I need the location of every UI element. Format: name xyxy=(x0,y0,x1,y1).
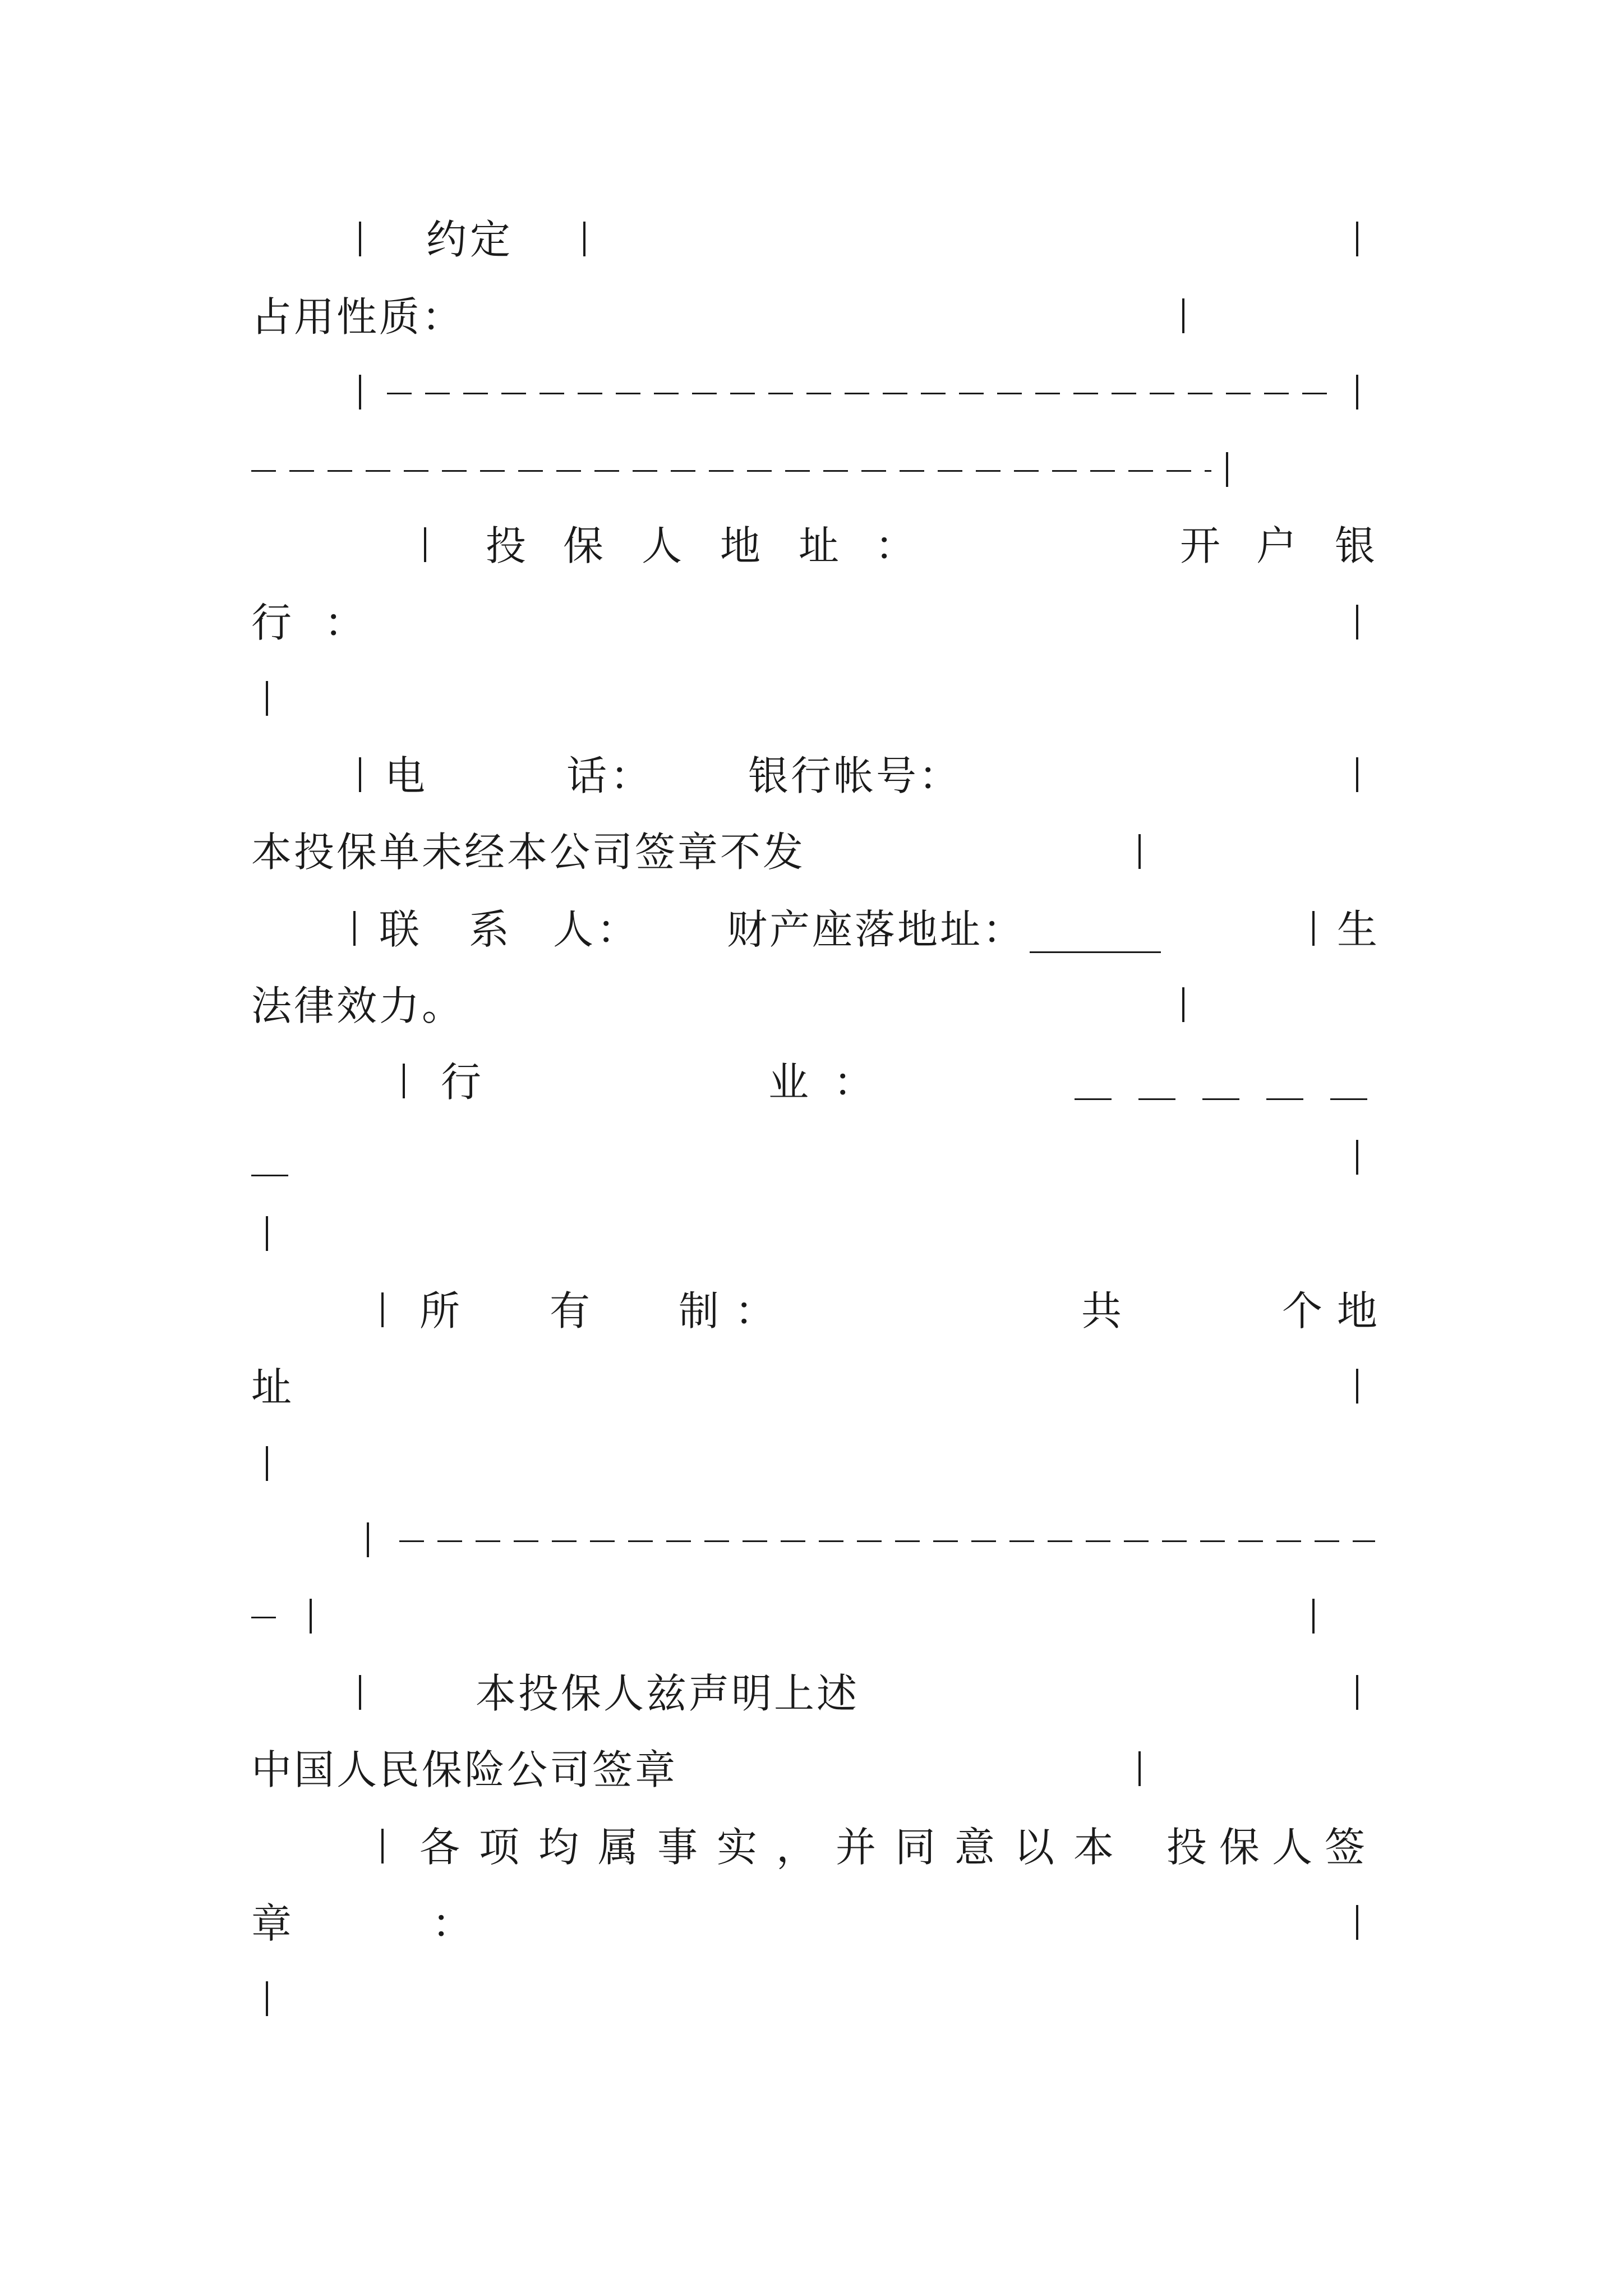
table-border xyxy=(266,681,268,716)
text-applicant-seal-1: 投保人签 xyxy=(1166,1824,1378,1871)
table-border xyxy=(266,1446,268,1481)
table-border xyxy=(1356,222,1358,256)
text-ownership-2: 有 xyxy=(550,1287,591,1335)
blank-dash xyxy=(1202,1098,1239,1100)
blank-dash xyxy=(1075,1098,1112,1100)
table-border xyxy=(1356,757,1358,792)
text-insured-address-5: 址 xyxy=(799,522,840,569)
text-industry-colon: ： xyxy=(833,1059,874,1106)
text-bank-3: 银 xyxy=(1335,522,1376,569)
blank-dash xyxy=(1330,1098,1367,1100)
text-insured-address-1: 投 xyxy=(486,522,527,569)
table-border xyxy=(367,1522,369,1557)
text-bank-1: 开 xyxy=(1180,522,1221,569)
text-declaration-1: 本投保人兹声明上述 xyxy=(476,1670,860,1717)
text-contact-3: 人： xyxy=(553,906,641,953)
table-border xyxy=(1356,1140,1358,1175)
text-industry-2: 业 xyxy=(768,1059,809,1106)
text-applicant-seal-colon: ： xyxy=(432,1900,473,1947)
table-border xyxy=(359,1675,361,1710)
text-bank-colon: ： xyxy=(324,599,365,646)
text-bank-2: 户 xyxy=(1256,522,1297,569)
text-insured-address-4: 地 xyxy=(720,522,761,569)
table-border xyxy=(359,222,361,256)
text-ownership-colon: ： xyxy=(735,1287,776,1335)
table-border xyxy=(1138,834,1141,869)
table-border xyxy=(1182,298,1184,333)
table-border xyxy=(1312,1599,1315,1634)
text-notice-2: 生 xyxy=(1337,906,1378,953)
text-phone-2: 话： xyxy=(566,752,654,799)
table-border xyxy=(381,1292,384,1327)
text-notice-1: 本投保单未经本公司签章不发 xyxy=(251,829,806,876)
text-occupancy-nature: 占用性质： xyxy=(251,293,465,341)
text-applicant-seal-2: 章 xyxy=(251,1900,292,1947)
dashed-rule xyxy=(251,470,1211,472)
table-border xyxy=(403,1064,405,1098)
table-border xyxy=(310,1599,312,1634)
table-border xyxy=(424,527,426,562)
text-company-seal: 中国人民保险公司签章 xyxy=(251,1746,678,1793)
text-agreement: 约定 xyxy=(426,216,514,263)
text-bank-4: 行 xyxy=(251,599,292,646)
table-border xyxy=(1312,911,1315,946)
table-border xyxy=(1226,452,1228,487)
text-industry-1: 行 xyxy=(441,1059,482,1106)
dashed-rule xyxy=(387,393,1335,394)
text-declaration-2: 各项均属事实，并同意以本 xyxy=(419,1824,1133,1871)
blank-dash xyxy=(251,1175,288,1176)
text-total: 共 xyxy=(1081,1287,1122,1335)
text-insured-address-3: 人 xyxy=(642,522,683,569)
text-property-location: 财产座落地址： xyxy=(727,906,1026,953)
text-phone-1: 电 xyxy=(385,752,426,799)
text-notice-3: 法律效力。 xyxy=(251,982,465,1029)
table-border xyxy=(1182,987,1184,1022)
table-border xyxy=(583,222,585,256)
text-contact-1: 联 xyxy=(379,906,420,953)
table-border xyxy=(353,911,356,946)
text-ownership-1: 所 xyxy=(419,1287,460,1335)
blank-dash xyxy=(1266,1098,1303,1100)
blank-dash xyxy=(251,1617,276,1618)
table-border xyxy=(1356,1369,1358,1404)
table-border xyxy=(1356,375,1358,409)
table-border xyxy=(359,375,361,409)
text-insured-address-colon: ： xyxy=(875,522,916,569)
property-location-blank xyxy=(1030,951,1161,953)
table-border xyxy=(1356,1905,1358,1940)
text-bank-account: 银行帐号： xyxy=(748,752,962,799)
text-count-unit: 个 xyxy=(1282,1287,1323,1335)
table-border xyxy=(359,757,361,792)
blank-dash xyxy=(1138,1098,1175,1100)
text-contact-2: 系 xyxy=(469,906,510,953)
table-border xyxy=(1138,1751,1141,1786)
table-border xyxy=(266,1981,268,2016)
text-insured-address-2: 保 xyxy=(563,522,604,569)
text-ownership-3: 制 xyxy=(679,1287,720,1335)
table-border xyxy=(381,1829,384,1864)
table-border xyxy=(1356,605,1358,639)
table-border xyxy=(1356,1675,1358,1710)
dashed-rule xyxy=(399,1540,1375,1542)
table-border xyxy=(266,1216,268,1251)
text-location-2: 址 xyxy=(251,1364,292,1411)
text-location-1: 地 xyxy=(1337,1287,1378,1335)
